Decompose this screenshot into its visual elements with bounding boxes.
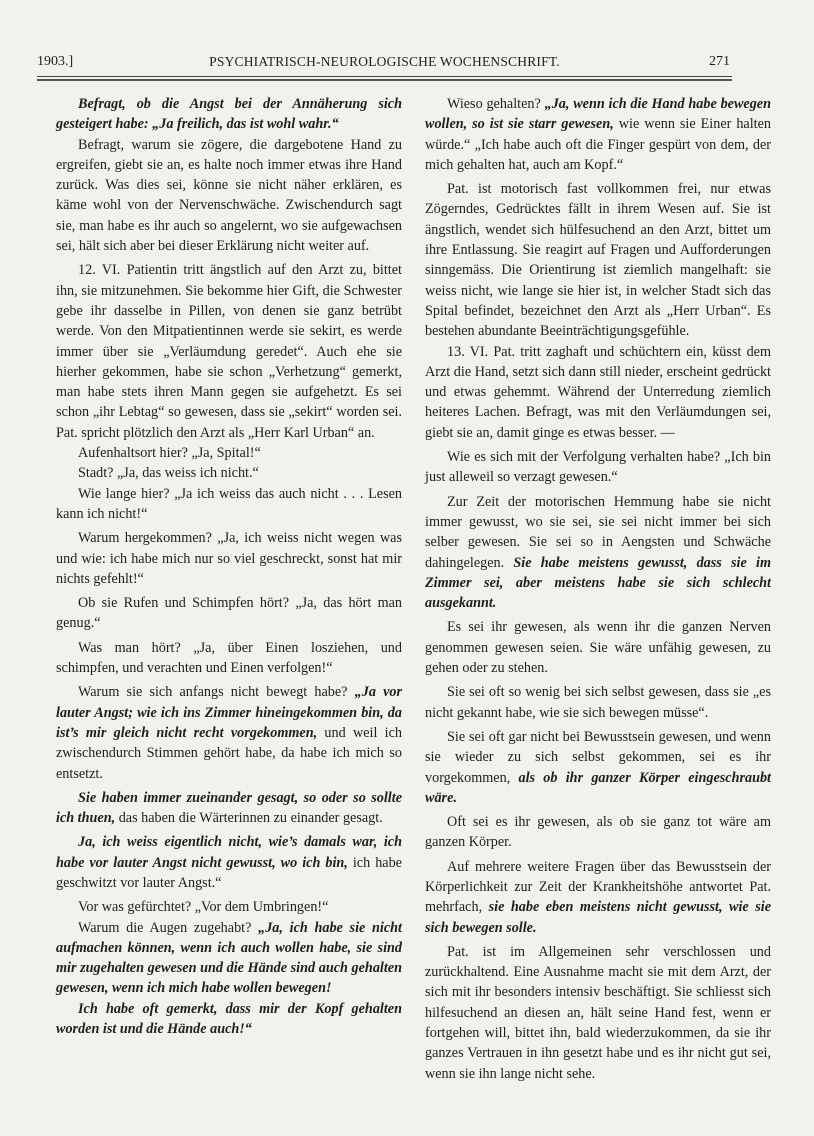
body-text: ich habe geschwitzt vor lauter Angst.“: [56, 854, 402, 891]
paragraph: [56, 135, 402, 257]
body-text: Vor was gefürchtet? „Vor dem Umbringen!“: [78, 899, 329, 916]
paragraph: [56, 918, 402, 999]
body-text: Es sei ihr gewesen, als wenn ihr die ganzen Nerven genommen gewesen seien. Sie wäre unfähig gewesen, zu gehen oder zu stehen.: [425, 619, 771, 677]
page-number: 271: [709, 54, 730, 69]
emphasized-text: Befragt, ob die Angst bei der Annäherung sich gesteigert habe: „Ja freilich, das ist wohl wahr.“: [56, 96, 402, 133]
emphasized-text: Ja, ich weiss eigentlich nicht, wie’s damals war, ich habe vor lauter Angst nicht gewusst, wo ich bin,: [56, 834, 402, 871]
running-header: [37, 54, 732, 76]
body-text: Was man hört? „Ja, über Einen losziehen, und schimpfen, und verachten und Einen verfolgen!“: [56, 639, 402, 677]
body-text: Warum sie sich anfangs nicht bewegt habe?: [78, 684, 355, 701]
paragraph: [56, 897, 402, 917]
paragraph: [425, 682, 771, 723]
emphasized-text: sie habe eben meistens nicht gewusst, wie sie sich bewegen solle.: [425, 899, 771, 936]
emphasized-text: Sie habe meistens gewusst, dass sie im Zimmer sei, aber meistens habe sie sich schlecht ausgekannt.: [425, 554, 771, 612]
body-text: Warum die Augen zugehabt?: [78, 919, 259, 936]
paragraph: [56, 443, 402, 463]
left-column: [56, 94, 402, 1039]
paragraph: [425, 492, 771, 614]
body-text: Zur Zeit der motorischen Hemmung habe sie nicht immer gewusst, wo sie sei, sie sei nicht immer bei sich selber gewesen. Sie sei so in Aengsten und Schwäche dahingelegen.: [425, 493, 771, 571]
body-text: Stadt? „Ja, das weiss ich nicht.“: [78, 465, 259, 482]
emphasized-text: „Ja, ich habe sie nicht aufmachen können, wenn ich auch wollen habe, sie sind mir zugehalten gewesen und die Hände sind auch gehalten gewesen, wenn ich mich habe wollen bewegen!: [56, 919, 402, 997]
emphasized-text: Ich habe oft gemerkt, dass mir der Kopf gehalten worden ist und die Hände auch!“: [56, 1000, 402, 1038]
paragraph: [56, 638, 402, 679]
paragraph: [425, 942, 771, 1084]
body-text: Befragt, warum sie zögere, die dargebotene Hand zu ergreifen, giebt sie an, es halte noch immer etwas ihre Hand zurück. Was dies sei, könne sie nicht näher erklären, es käme wohl von der Nervenschwäche. Zwischendurch sagt sie, man habe es ihr auch so angelernt, wo sie aufgewachsen sei, hält sich aber bei dieser Erklärung nicht weiter auf.: [56, 136, 402, 255]
right-column: [425, 94, 771, 1084]
paragraph: [425, 447, 771, 488]
body-text: Warum hergekommen? „Ja, ich weiss nicht wegen was und wie: ich habe mich nur so viel geschreckt, sonst hat mir nichts gefehlt!“: [56, 530, 402, 587]
paragraph: [425, 342, 771, 443]
emphasized-text: „Ja, wenn ich die Hand habe bewegen wollen, so ist sie starr gewesen,: [425, 96, 771, 133]
body-text: Aufenhaltsort hier? „Ja, Spital!“: [78, 445, 261, 462]
body-text: Wie es sich mit der Verfolgung verhalten habe? „Ich bin just alleweil so verzagt gewesen.“: [425, 449, 771, 486]
paragraph: [56, 484, 402, 525]
paragraph: [56, 999, 402, 1040]
journal-title: PSYCHIATRISCH-NEUROLOGISCHE WOCHENSCHRIFT.: [209, 54, 560, 69]
paragraph: [56, 260, 402, 443]
emphasized-text: als ob ihr ganzer Körper eingeschraubt wäre.: [425, 769, 771, 806]
paragraph: [56, 528, 402, 589]
paragraph: [56, 788, 402, 829]
header-rule: [37, 76, 732, 77]
body-text: Oft sei es ihr gewesen, als ob sie ganz tot wäre am ganzen Körper.: [425, 814, 771, 851]
body-text: Pat. ist motorisch fast vollkommen frei, nur etwas Zögerndes, Gedrücktes fällt in ihrem Wesen auf. Sie ist ängstlich, wendet sich hülfesuchend an den Arzt, bittet um ihre Entlassung. Sie reagirt auf Fragen und Aufforderungen sinngemäss. Die Orientirung ist ziemlich mangelhaft: sie weiss nicht, wie lange sie hier ist, in welcher Stadt sich das Spital befindet, bezeichnet den Arzt als „Herr Urban“. Es bestehen abundante Beeinträchtigungsgefühle.: [425, 181, 771, 340]
header-year: 1903.]: [37, 54, 74, 69]
paragraph: [425, 812, 771, 853]
body-text: wie wenn sie Einer halten würde.“ „Ich habe auch oft die Finger gespürt von dem, der mich gehalten hat, auch am Kopf.“: [425, 116, 771, 173]
paragraph: [425, 857, 771, 938]
body-text: Wie lange hier? „Ja ich weiss das auch nicht . . . Lesen kann ich nicht!“: [56, 485, 402, 522]
paragraph: [56, 832, 402, 893]
paragraph: [425, 94, 771, 175]
body-text: Ob sie Rufen und Schimpfen hört? „Ja, das hört man genug.“: [56, 595, 402, 632]
body-text: Pat. ist im Allgemeinen sehr verschlossen und zurückhaltend. Eine Ausnahme macht sie mit dem Arzt, der sich mit ihr besonders intensiv beschäftigt. Sie schliesst sich hilfesuchend an diesen an, hält seine Hand fest, wenn er fortgehen will, bittet ihn, bald wiederzukommen, da sie ihr ganzes Vertrauen in ihn gesetzt habe und es ihr nicht gut sei, wenn sie ihn lange nicht sehe.: [425, 943, 771, 1082]
body-text: und weil ich zwischendurch Stimmen gehört habe, da habe ich mich so entsetzt.: [56, 724, 403, 782]
emphasized-text: Sie haben immer zueinander gesagt, so oder so sollte ich thuen,: [56, 789, 402, 827]
paragraph: [56, 593, 402, 634]
body-text: Auf mehrere weitere Fragen über das Bewusstsein der Körperlichkeit zur Zeit der Krankheitshöhe antwortet Pat. mehrfach,: [425, 858, 771, 916]
paragraph: [425, 617, 771, 678]
body-text: das haben die Wärterinnen zu einander gesagt.: [115, 810, 383, 827]
paragraph: [425, 727, 771, 808]
header-rule-thick: [37, 79, 732, 81]
body-text: Wieso gehalten?: [447, 96, 545, 112]
body-text: 13. VI. Pat. tritt zaghaft und schüchtern ein, küsst dem Arzt die Hand, setzt sich dann still nieder, erscheint gedrückt und etwas gehemmt. Während der Unterredung ziemlich heiteres Lachen. Befragt, was mit den Verläumdungen sei, giebt sie an, damit ginge es etwas besser. —: [425, 343, 771, 441]
body-text: 12. VI. Patientin tritt ängstlich auf den Arzt zu, bittet ihn, sie mitzunehmen. Sie bekomme hier Gift, die Schwester gebe ihr dasselbe in Pillen, von denen sie ganz betrübt werde. Von den Mitpatientinnen werde sie sekirt, es werde immer über sie „Verläumdung geredet“. Auch ehe sie hierher gekommen, habe sie schon „Verhetzung“ gemerkt, man habe stets ihren Mann gegen sie aufgehetzt. Es sei schon „ihr Lebtag“ so gewesen, dass sie „sekirt“ worden sei. Pat. spricht plötzlich den Arzt als „Herr Karl Urban“ an.: [56, 262, 402, 441]
body-text: Sie sei oft so wenig bei sich selbst gewesen, dass sie „es nicht gekannt habe, wie sie sich bewegen müsse“.: [425, 684, 771, 721]
body-text: Sie sei oft gar nicht bei Bewusstsein gewesen, und wenn sie wieder zu sich selbst gekommen, sei es ihr vorgekommen,: [425, 728, 771, 786]
paragraph: [56, 463, 402, 483]
paragraph: [56, 94, 402, 135]
paragraph: [56, 682, 402, 783]
emphasized-text: „Ja vor lauter Angst; wie ich ins Zimmer hineingekommen bin, da ist’s mir gleich nicht recht vorgekommen,: [56, 684, 402, 741]
paragraph: [425, 179, 771, 341]
